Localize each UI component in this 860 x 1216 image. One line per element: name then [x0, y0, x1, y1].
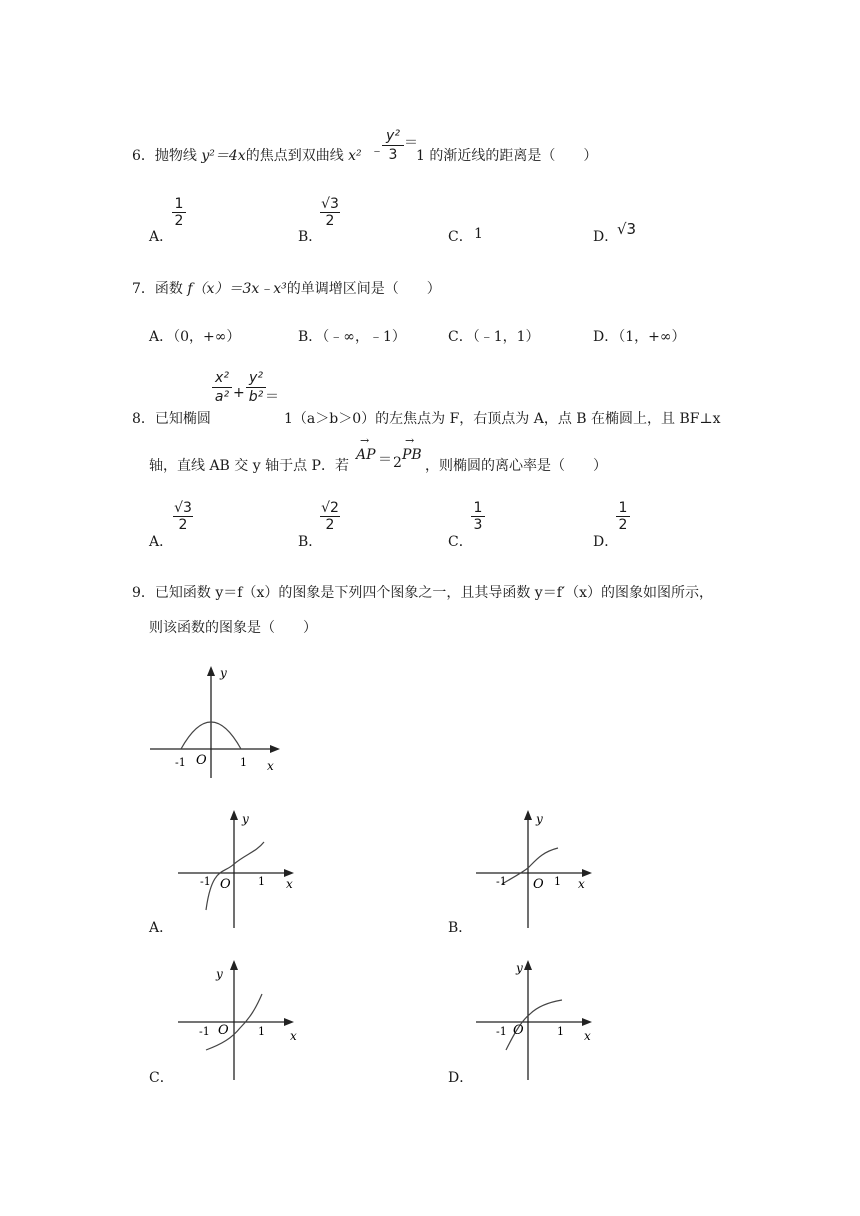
option-a-fraction — [173, 500, 193, 533]
origin-label: O — [218, 1023, 229, 1038]
question-7-stem — [132, 278, 441, 298]
option-c-graph — [174, 958, 304, 1082]
option-d-label: D． — [448, 1070, 474, 1086]
stem-text-end: 1 的渐近线的距离是（ ） — [416, 148, 598, 164]
stem-line-2: 则该函数的图象是（ ） — [149, 620, 317, 636]
y-axis-label: y — [216, 967, 223, 981]
option-c — [448, 326, 540, 346]
parabola-equation: y²＝4x — [201, 148, 246, 164]
option-b-label: B． — [298, 229, 323, 245]
option-d-label: D． — [593, 229, 619, 245]
question-6-stem — [132, 145, 362, 165]
y-axis-label: y — [536, 812, 543, 826]
x-axis-label: x — [584, 1029, 591, 1043]
tick-one: 1 — [240, 756, 247, 769]
fraction-denominator: 2 — [173, 516, 193, 533]
fraction-denominator: 2 — [320, 516, 340, 533]
stem-line-2a: 轴，直线 AB 交 y 轴于点 P．若 — [149, 458, 349, 474]
option-d — [593, 326, 686, 346]
option-d-label: D． — [593, 534, 619, 550]
question-8-stem — [132, 408, 211, 428]
tick-neg-one: -1 — [496, 875, 507, 888]
tick-one: 1 — [258, 1025, 265, 1038]
option-a-label: A． — [149, 229, 174, 245]
fraction-numerator: 1 — [174, 196, 184, 212]
y-axis-label: y — [220, 666, 227, 680]
option-a-graph — [174, 808, 304, 930]
ellipse-fraction-1 — [212, 370, 232, 405]
option-value: （0，+∞） — [173, 329, 241, 345]
fraction-numerator: 1 — [473, 500, 483, 516]
x-axis-label: x — [267, 759, 274, 773]
origin-label: O — [196, 753, 207, 768]
option-b-fraction — [320, 500, 340, 533]
option-a-label: A． — [149, 920, 174, 936]
ellipse-fraction-2 — [246, 370, 266, 405]
y-axis-label: y — [516, 961, 523, 975]
option-c-label: C． — [448, 229, 473, 245]
fraction-denominator: 2 — [616, 516, 630, 533]
hyperbola-eq: ＝ — [404, 135, 418, 151]
option-label: D． — [593, 329, 619, 345]
option-c-label: C． — [149, 1070, 174, 1086]
fraction-denominator: 2 — [320, 212, 340, 229]
option-c-value: 1 — [474, 226, 483, 242]
vector-arrow-1: → — [360, 434, 370, 447]
hyperbola-fraction — [382, 128, 404, 163]
y-axis-label: y — [242, 812, 249, 826]
stem-line-1: 1（a＞b＞0）的左焦点为 F，右顶点为 A，点 B 在椭圆上，且 BF⊥x — [284, 411, 721, 427]
vector-ap: AP — [356, 447, 376, 463]
fraction-numerator: 1 — [618, 500, 628, 516]
option-a-fraction — [172, 196, 186, 229]
option-d-graph — [472, 958, 602, 1082]
stem-text: 已知函数 y＝f（x）的图象是下列四个图象之一，且其导函数 y＝f′（x）的图象如图所示， — [154, 585, 713, 601]
fraction-numerator: √3 — [321, 196, 339, 212]
option-b — [298, 326, 406, 346]
origin-label: O — [513, 1023, 524, 1038]
option-value: （﹣1，1） — [472, 329, 540, 345]
option-label: C． — [448, 329, 473, 345]
stem-text: 函数 — [154, 281, 183, 297]
vector-pb: PB — [402, 447, 422, 463]
origin-label: O — [533, 877, 544, 892]
vector-eq: ＝ — [378, 452, 392, 468]
hyperbola-minus: ﹣ — [370, 143, 384, 159]
fraction-denominator: 3 — [388, 147, 398, 163]
tick-neg-one: -1 — [175, 756, 186, 769]
function-expression: f（x）＝3x﹣x³ — [187, 281, 287, 297]
tick-one: 1 — [258, 875, 265, 888]
question-number: 8． — [132, 411, 155, 427]
fraction-numerator: y² — [386, 128, 400, 144]
option-b-label: B． — [298, 534, 323, 550]
stem-text: 抛物线 — [154, 148, 197, 164]
option-value: （1，+∞） — [618, 329, 686, 345]
option-d-fraction — [616, 500, 630, 533]
x-axis-label: x — [286, 877, 293, 891]
question-9-stem — [132, 582, 713, 602]
option-b-label: B． — [448, 920, 473, 936]
origin-label: O — [220, 877, 231, 892]
question-number: 9． — [132, 585, 155, 601]
option-value: （﹣∞，﹣1） — [322, 329, 406, 345]
option-b-graph — [472, 808, 602, 930]
tick-neg-one: -1 — [496, 1025, 507, 1038]
vector-arrow-2: → — [405, 434, 415, 447]
vector-coefficient: 2 — [393, 455, 402, 471]
ellipse-plus: + — [233, 385, 245, 401]
x-axis-label: x — [290, 1029, 297, 1043]
stem-line-2b: ，则椭圆的离心率是（ ） — [425, 458, 607, 474]
fraction-numerator: √3 — [174, 500, 192, 516]
fraction-denominator: a² — [214, 389, 230, 405]
option-label: B． — [298, 329, 323, 345]
fraction-denominator: 2 — [172, 212, 186, 229]
ellipse-eq: ＝ — [265, 389, 279, 405]
stem-text: 的单调增区间是（ ） — [286, 281, 441, 297]
option-a-label: A． — [149, 534, 174, 550]
question-number: 6． — [132, 148, 155, 164]
stem-text: 已知椭圆 — [154, 411, 211, 427]
fraction-numerator: √2 — [321, 500, 339, 516]
fraction-numerator: x² — [215, 370, 229, 386]
tick-neg-one: -1 — [199, 1025, 210, 1038]
stem-text: 的焦点到双曲线 — [245, 148, 344, 164]
option-c-label: C． — [448, 534, 473, 550]
option-c-fraction — [471, 500, 485, 533]
tick-neg-one: -1 — [200, 875, 211, 888]
option-a — [149, 326, 240, 346]
fraction-denominator: 3 — [471, 516, 485, 533]
option-d-value: √3 — [617, 220, 637, 238]
question-number: 7． — [132, 281, 155, 297]
fraction-denominator: b² — [248, 389, 264, 405]
x-axis-label: x — [578, 877, 585, 891]
tick-one: 1 — [554, 875, 561, 888]
tick-one: 1 — [557, 1025, 564, 1038]
option-b-fraction — [320, 196, 340, 229]
fraction-numerator: y² — [249, 370, 263, 386]
derivative-graph — [146, 660, 286, 780]
option-label: A． — [149, 329, 174, 345]
hyperbola-x-term: x² — [348, 148, 362, 164]
